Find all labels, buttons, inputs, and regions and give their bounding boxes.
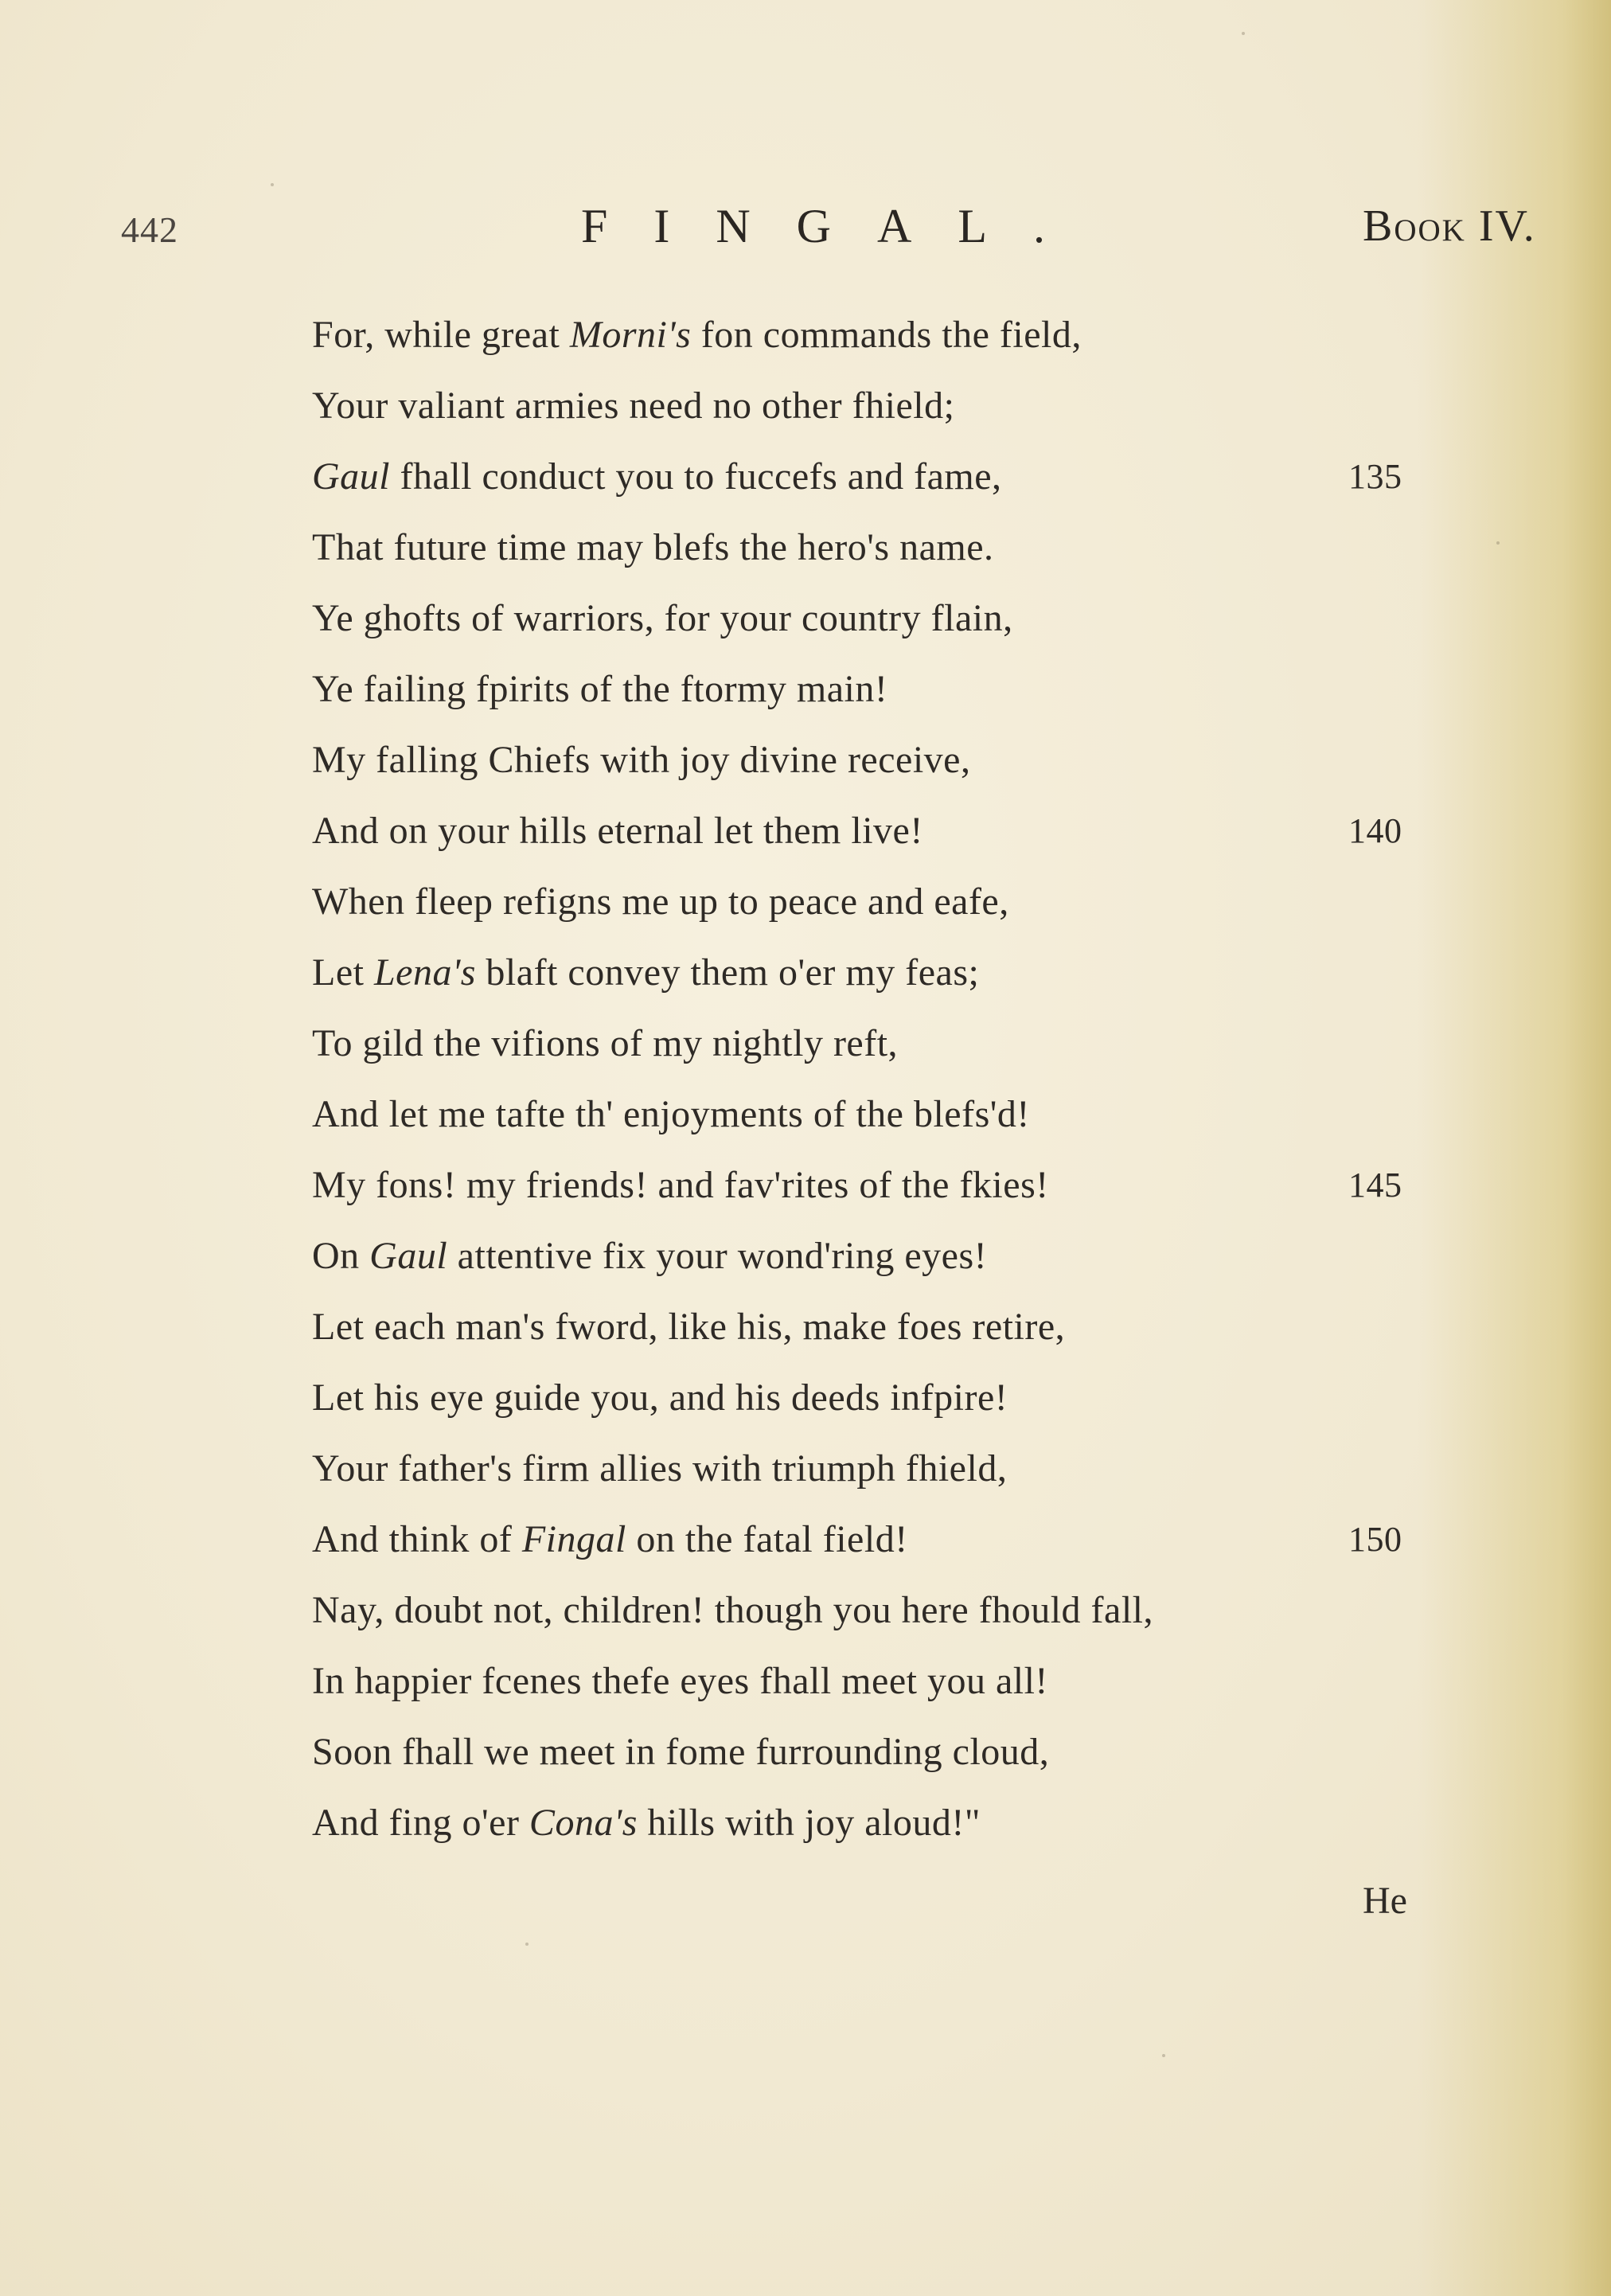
- line-text: My fons! my friends! and fav'rites of the fkies!: [312, 1164, 1049, 1206]
- proper-name: Cona's: [529, 1802, 638, 1844]
- line-text: hills with joy aloud!": [637, 1802, 981, 1844]
- line-text: When fleep refigns me up to peace and eafe,: [312, 881, 1009, 923]
- poem-line: [312, 1575, 1442, 1646]
- line-text: And fing o'er: [312, 1802, 529, 1844]
- line-text: And on your hills eternal let them live!: [312, 810, 923, 852]
- catchword: He: [1363, 1880, 1407, 1922]
- line-text: fhall conduct you to fuccefs and fame,: [390, 455, 1002, 498]
- paper-speck: [1496, 541, 1500, 545]
- proper-name: Morni's: [569, 314, 692, 356]
- page-number: 442: [121, 209, 178, 250]
- poem-text: [312, 299, 1442, 1858]
- line-text: Let each man's fword, like his, make foes retire,: [312, 1306, 1066, 1348]
- line-text: Soon fhall we meet in fome furrounding cloud,: [312, 1731, 1050, 1773]
- poem-line: [312, 299, 1442, 370]
- line-text: Let his eye guide you, and his deeds infpire!: [312, 1376, 1008, 1419]
- book-label: Book IV.: [1363, 201, 1536, 251]
- line-text: Ye ghofts of warriors, for your country flain,: [312, 597, 1013, 639]
- poem-line: [312, 1150, 1442, 1220]
- line-text: For, while great: [312, 314, 570, 356]
- poem-line: [312, 512, 1442, 583]
- line-text: fon commands the field,: [691, 314, 1082, 356]
- poem-line: [312, 866, 1442, 937]
- poem-line: [312, 583, 1442, 654]
- line-text: My falling Chiefs with joy divine receive,: [312, 739, 971, 781]
- poem-line: [312, 1787, 1442, 1858]
- poem-line: [312, 654, 1442, 724]
- line-text: Let: [312, 951, 374, 994]
- line-text: To gild the vifions of my nightly reft,: [312, 1022, 899, 1064]
- line-number: 145: [1348, 1166, 1402, 1205]
- line-number: 135: [1348, 457, 1402, 496]
- line-text: Ye failing fpirits of the ftormy main!: [312, 668, 888, 710]
- poem-line: [312, 1433, 1442, 1504]
- proper-name: Fingal: [521, 1518, 626, 1560]
- line-text: And think of: [312, 1518, 522, 1560]
- line-number: 140: [1348, 811, 1402, 850]
- proper-name: Gaul: [312, 455, 390, 498]
- poem-line: [312, 370, 1442, 441]
- poem-line: [312, 795, 1442, 866]
- proper-name: Gaul: [369, 1235, 448, 1277]
- poem-line: [312, 1008, 1442, 1079]
- paper-speck: [1242, 32, 1245, 35]
- paper-speck: [271, 183, 274, 186]
- line-text: Your father's firm allies with triumph fhield,: [312, 1447, 1008, 1490]
- line-text: Your valiant armies need no other fhield;: [312, 385, 955, 427]
- poem-line: [312, 1716, 1442, 1787]
- line-text: blaft convey them o'er my feas;: [475, 951, 980, 994]
- line-text: And let me tafte th' enjoyments of the blefs'd!: [312, 1093, 1030, 1135]
- line-text: On: [312, 1235, 370, 1277]
- line-number: 150: [1348, 1520, 1402, 1559]
- poem-line: [312, 441, 1442, 512]
- proper-name: Lena's: [373, 951, 476, 994]
- line-text: attentive fix your wond'ring eyes!: [447, 1235, 988, 1277]
- poem-line: [312, 1362, 1442, 1433]
- poem-line: [312, 1079, 1442, 1150]
- poem-line: [312, 1504, 1442, 1575]
- line-text: Nay, doubt not, children! though you here fhould fall,: [312, 1589, 1153, 1631]
- poem-line: [312, 724, 1442, 795]
- line-text: on the fatal field!: [626, 1518, 908, 1560]
- poem-line: [312, 937, 1442, 1008]
- paper-speck: [525, 1943, 529, 1946]
- poem-line: [312, 1646, 1442, 1716]
- line-text: In happier fcenes thefe eyes fhall meet you all!: [312, 1660, 1048, 1702]
- running-title: FINGAL.: [581, 200, 1091, 252]
- poem-line: [312, 1220, 1442, 1291]
- paper-speck: [1162, 2054, 1165, 2057]
- poem-line: [312, 1291, 1442, 1362]
- line-text: That future time may blefs the hero's name.: [312, 526, 994, 568]
- page-header: [0, 199, 1611, 263]
